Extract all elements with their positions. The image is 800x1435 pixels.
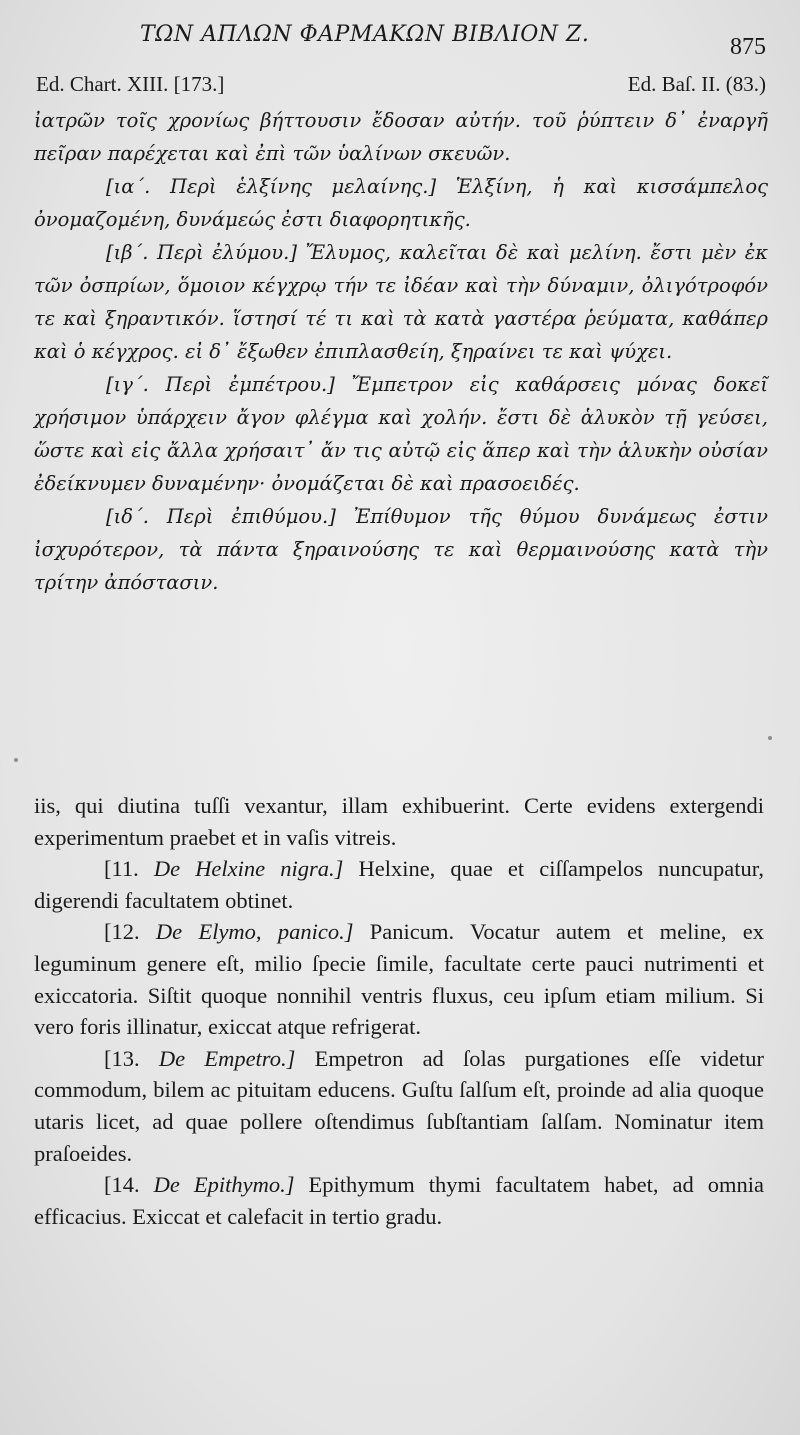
greek-section-12	[34, 236, 768, 368]
latin-section-14-heading: De Epithymo.]	[153, 1172, 295, 1198]
latin-section-11-number: [11.	[104, 856, 139, 882]
latin-section-14-number: [14.	[104, 1172, 140, 1198]
latin-section-14	[34, 1169, 764, 1232]
latin-section-12-heading: De Elymo, panico.]	[155, 919, 354, 945]
latin-section-13	[34, 1043, 764, 1169]
greek-section-14-heading: [ιδ΄. Περὶ ἐπιθύμου.]	[106, 505, 336, 528]
latin-section-12	[34, 916, 764, 1042]
latin-section-14-text: Epithymum thymi facultatem habet, ad omnia efficacius. Exiccat et calefacit in tertio gradu.	[34, 1172, 764, 1229]
edition-reference-line	[36, 72, 766, 100]
latin-section-12-number: [12.	[104, 919, 140, 945]
greek-text-block	[34, 104, 768, 599]
greek-section-13	[34, 368, 768, 500]
latin-section-13-heading: De Empetro.]	[158, 1045, 296, 1071]
greek-section-11-text: Ἑλξίνη, ἡ καὶ κισσάμπελος ὀνομαζομένη, δυνάμεώς ἐστι διαφορητικῆς.	[34, 175, 768, 231]
greek-continuation-paragraph: ἰατρῶν τοῖς χρονίως βήττουσιν ἔδοσαν αὐτήν. τοῦ ῥύπτειν δ᾽ ἐναργῆ πεῖραν παρέχεται καὶ ἐπὶ τῶν ὑαλίνων σκευῶν.	[34, 109, 768, 165]
page-number: 875	[730, 34, 766, 60]
latin-text-block	[34, 790, 764, 1232]
latin-section-13-text: Empetron ad ſolas purgationes eſſe videtur commodum, bilem ac pituitam educens. Guſtu ſalſum eſt, proinde ad alia quoque utaris licet, ad quae pollere oſtendimus ſubſtantiam ſalſam. Nominatur item praſoeides.	[34, 1045, 765, 1166]
greek-section-12-heading: [ιβ΄. Περὶ ἐλύμου.]	[106, 241, 297, 264]
scan-speck	[14, 758, 18, 762]
latin-section-12-text: Panicum. Vocatur autem et meline, ex leguminum genere eſt, milio ſpecie ſimile, facultate certe pauci nutrimenti et exiccatoria. Siſtit quoque nonnihil ventris fluxus, ceu ipſum etiam milium. Si vero foris illinatur, exiccat atque refrigerat.	[34, 919, 765, 1040]
greek-section-11	[34, 170, 768, 236]
latin-section-11-heading: De Helxine nigra.]	[153, 856, 344, 882]
greek-section-11-heading: [ια΄. Περὶ ἑλξίνης μελαίνης.]	[106, 175, 437, 198]
latin-continuation-paragraph: iis, qui diutina tuſſi vexantur, illam exhibuerint. Certe evidens extergendi experimentum praebet et in vaſis vitreis.	[34, 793, 764, 850]
running-head: ΤΩΝ ΑΠΛΩΝ ΦΑΡΜΑΚΩΝ ΒΙΒΛΙΟΝ Ζ.	[140, 22, 590, 47]
edition-reference-left: Ed. Chart. XIII. [173.]	[36, 72, 225, 96]
latin-section-11-text: Helxine, quae et ciſſampelos nuncupatur, digerendi facultatem obtinet.	[34, 856, 764, 913]
scan-speck	[768, 736, 772, 740]
latin-section-11	[34, 853, 764, 916]
greek-section-13-text: Ἔμπετρον εἰς καθάρσεις μόνας δοκεῖ χρήσιμον ὑπάρχειν ἄγον φλέγμα καὶ χολήν. ἔστι δὲ ἁλυκὸν τῇ γεύσει, ὥστε καὶ εἰς ἄλλα χρήσαιτ᾽ ἄν τις αὐτῷ εἰς ἅπερ καὶ τὴν ἁλυκὴν οὐσίαν ἐδείκνυμεν δυναμένην· ὀνομάζεται δὲ καὶ πρασοειδές.	[34, 373, 768, 495]
latin-section-13-number: [13.	[104, 1045, 140, 1071]
greek-section-14	[34, 500, 768, 599]
greek-section-13-heading: [ιγ΄. Περὶ ἐμπέτρου.]	[106, 373, 335, 396]
greek-section-14-text: Ἐπίθυμον τῆς θύμου δυνάμεως ἐστιν ἰσχυρότερον, τὰ πάντα ξηραινούσης τε καὶ θερμαινούσης κατὰ τὴν τρίτην ἀπόστασιν.	[34, 505, 768, 594]
edition-reference-right: Ed. Baſ. II. (83.)	[627, 72, 766, 96]
greek-section-12-text: Ἔλυμος, καλεῖται δὲ καὶ μελίνη. ἔστι μὲν ἐκ τῶν ὀσπρίων, ὅμοιον κέγχρῳ τήν τε ἰδέαν καὶ τὴν δύναμιν, ὀλιγότροφόν τε καὶ ξηραντικόν. ἵστησί τέ τι καὶ τὰ κατὰ γαστέρα ῥεύματα, καθάπερ καὶ ὁ κέγχρος. εἰ δ᾽ ἔξωθεν ἐπιπλασθείη, ξηραίνει τε καὶ ψύχει.	[34, 241, 768, 363]
